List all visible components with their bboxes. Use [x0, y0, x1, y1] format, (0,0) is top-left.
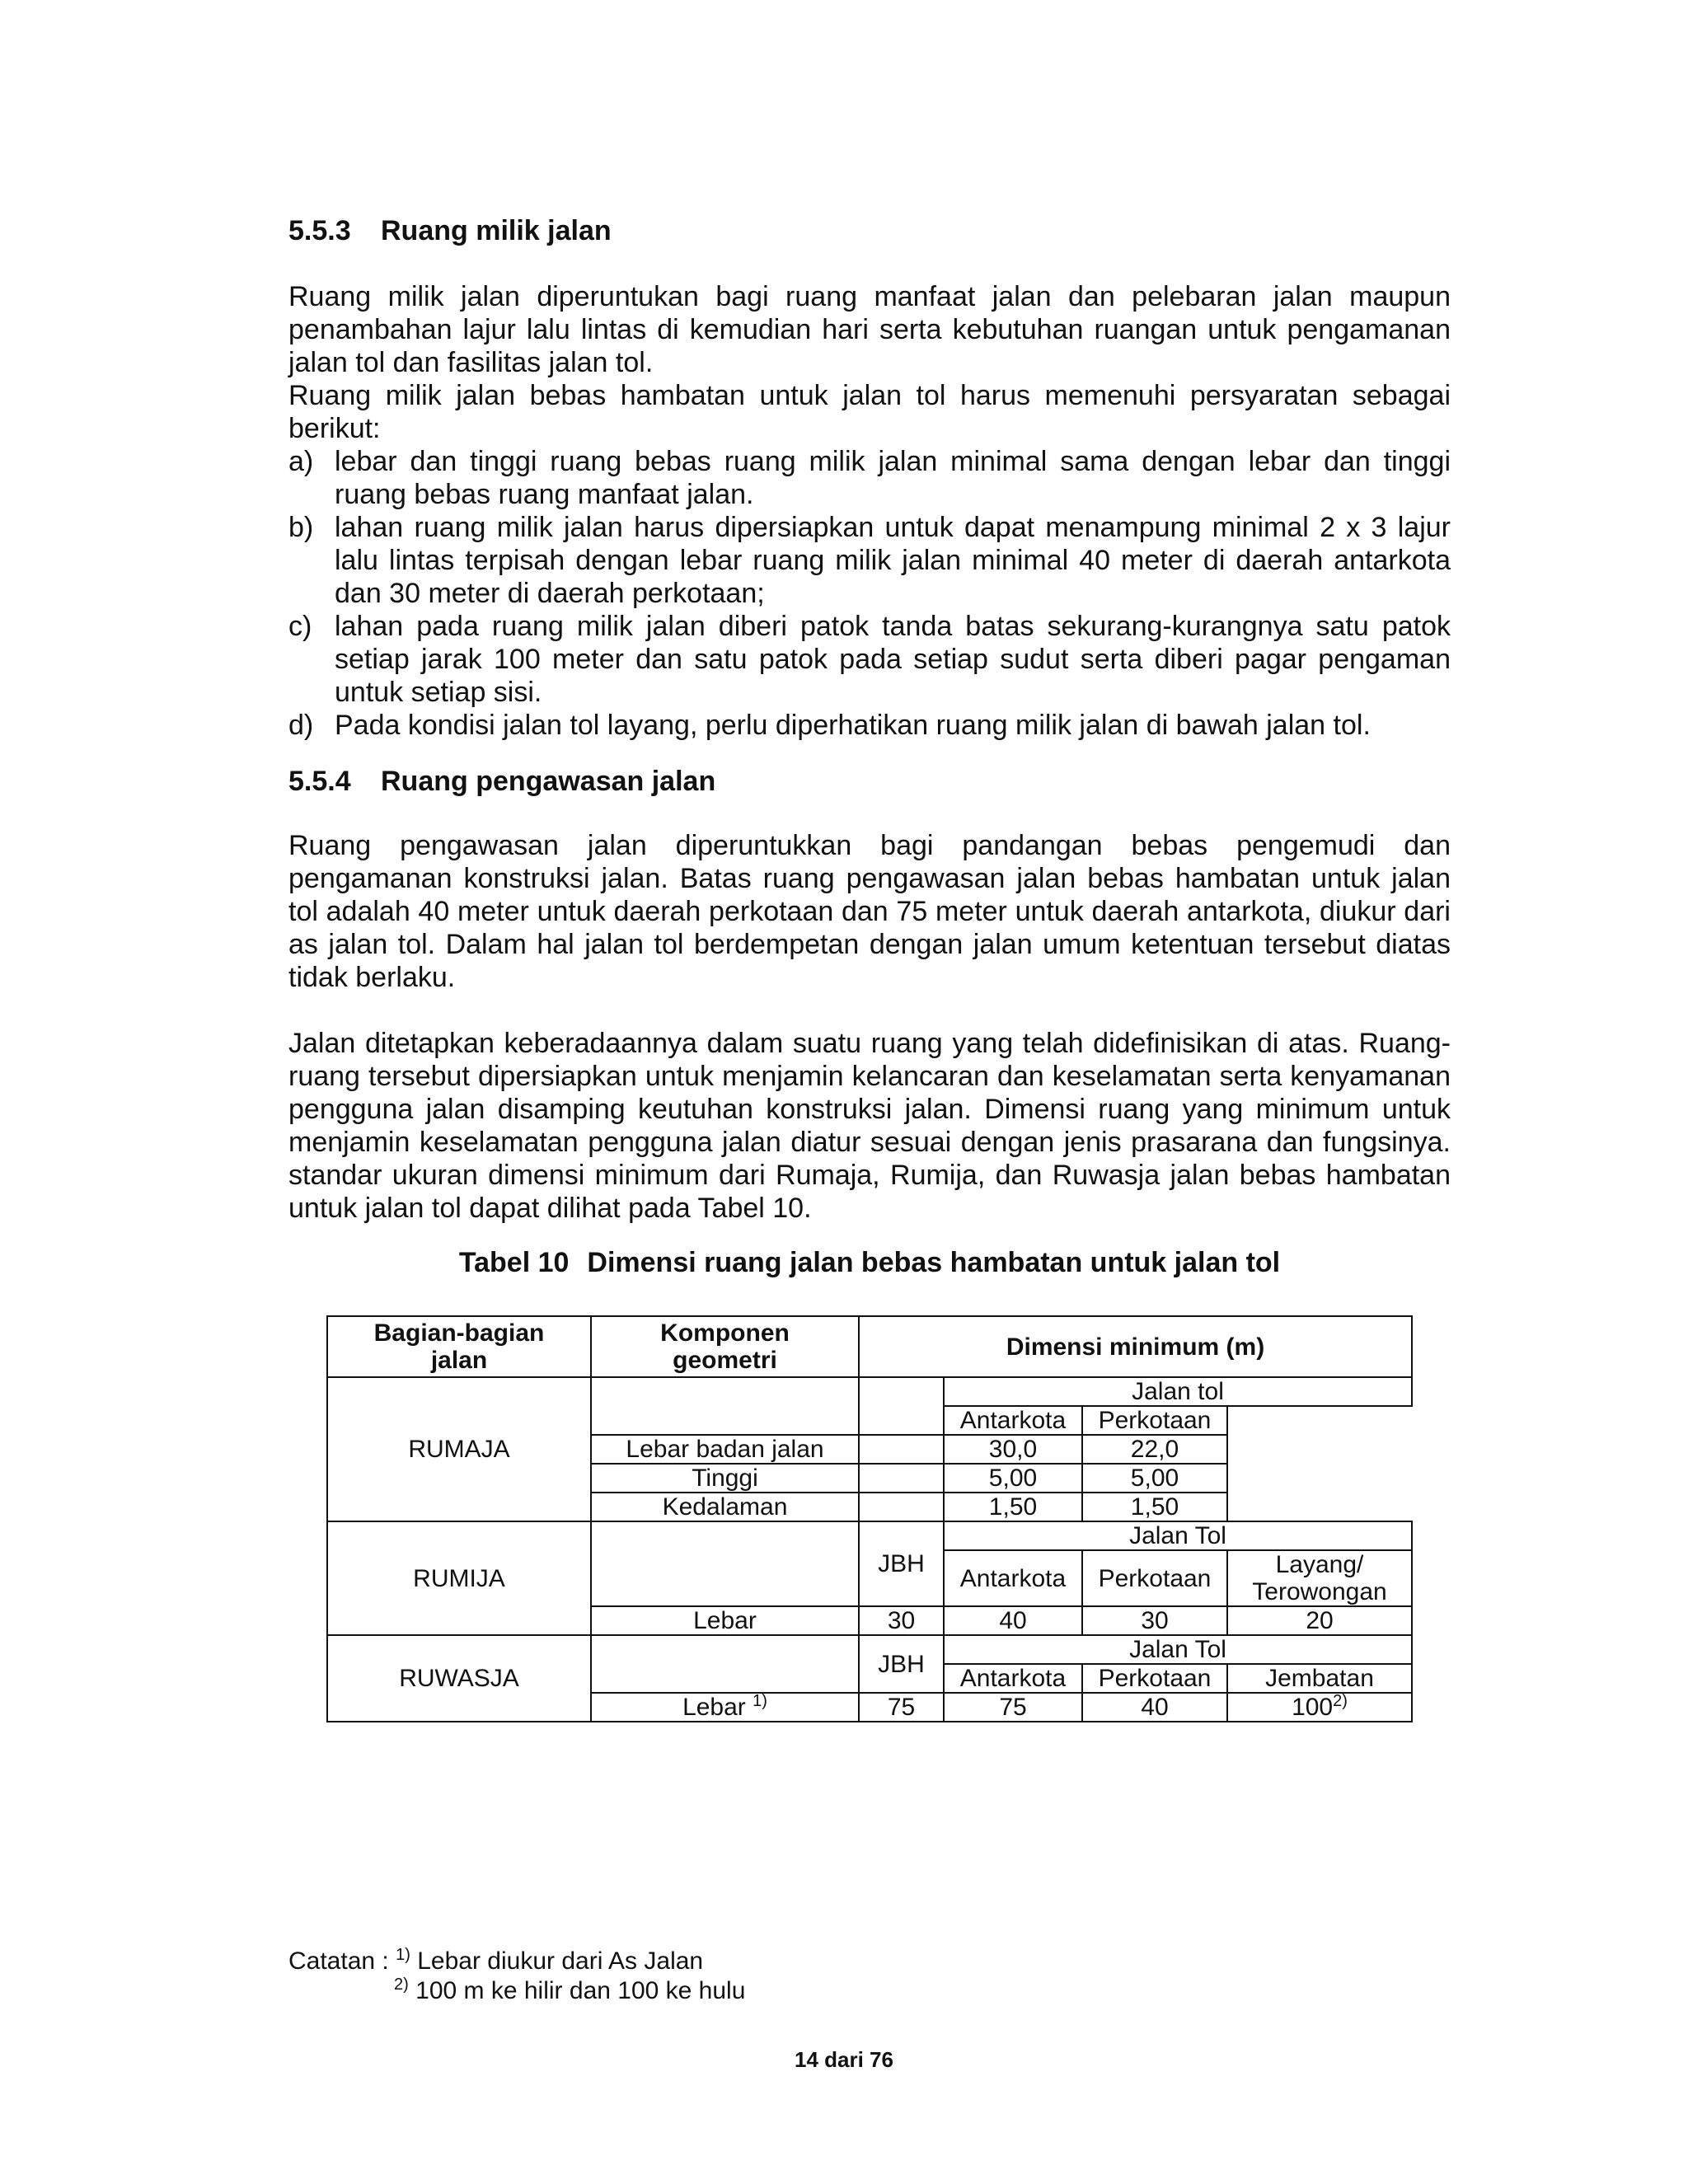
footnote-ref: 1) [753, 1692, 767, 1710]
section-body-5-5-4-continued [288, 1027, 1451, 1225]
col-header-perkotaan: Perkotaan [1082, 1664, 1227, 1693]
section-number: 5.5.4 [288, 766, 351, 797]
row-label-ruwasja: RUWASJA [327, 1635, 591, 1722]
col-header-jbh: JBH [859, 1635, 944, 1693]
table-cell: Lebar badan jalan [591, 1435, 859, 1464]
table-caption-label: Tabel 10 [458, 1247, 570, 1278]
table-cell [591, 1635, 859, 1693]
table-cell: 30,0 [944, 1435, 1082, 1464]
table-cell: 75 [859, 1693, 944, 1722]
table-caption [288, 1246, 1451, 1279]
list-item [288, 610, 1451, 709]
section-body-5-5-3 [288, 280, 1451, 742]
col-header-jbh: JBH [859, 1521, 944, 1606]
table-cell [591, 1377, 859, 1435]
list-marker: a) [288, 446, 314, 477]
table-cell [859, 1493, 944, 1521]
paragraph: Ruang milik jalan bebas hambatan untuk jalan tol harus memenuhi persyaratan sebagai berikut: [288, 380, 1451, 444]
list-item [288, 709, 1451, 742]
table-caption-title: Dimensi ruang jalan bebas hambatan untuk jalan tol [587, 1247, 1281, 1278]
list-item-text: lahan ruang milik jalan harus dipersiapkan untuk dapat menampung minimal 2 x 3 lajur lalu lintas terpisah dengan lebar ruang milik jalan minimal 40 meter di daerah antarkota dan 30 meter di daerah perkotaan; [335, 512, 1451, 609]
header-bagian-jalan: Bagian-bagian jalan [327, 1316, 591, 1377]
list-item-text: Pada kondisi jalan tol layang, perlu diperhatikan ruang milik jalan di bawah jalan tol. [335, 710, 1371, 741]
col-header-jembatan: Jembatan [1227, 1664, 1412, 1693]
table-cell: Lebar $^{1)}$ [591, 1693, 859, 1722]
col-header-antarkota: Antarkota [944, 1664, 1082, 1693]
table-cell: Tinggi [591, 1464, 859, 1493]
table-notes [288, 1947, 745, 2006]
footnote-ref: 2) [1333, 1692, 1348, 1710]
group-header-jalan-tol: Jalan Tol [944, 1521, 1412, 1550]
col-header-perkotaan: Perkotaan [1082, 1550, 1227, 1606]
section-number: 5.5.3 [288, 215, 351, 246]
section-heading-5-5-4 [288, 765, 715, 798]
table-cell: 40 [944, 1606, 1082, 1635]
list-item [288, 511, 1451, 610]
section-title: Ruang pengawasan jalan [381, 766, 716, 797]
list-marker: d) [288, 710, 314, 741]
group-header-jalan-tol: Jalan Tol [944, 1635, 1412, 1664]
col-header-antarkota: Antarkota [944, 1550, 1082, 1606]
table-cell: 22,0 [1082, 1435, 1227, 1464]
paragraph: Ruang pengawasan jalan diperuntukkan bagi pandangan bebas pengemudi dan pengamanan konstruksi jalan. Batas ruang pengawasan jalan bebas hambatan untuk jalan tol adalah 40 meter untuk daerah perkotaan dan 75 meter untuk daerah antarkota, diukur dari as jalan tol. Dalam hal jalan tol berdempetan dengan jalan umum ketentuan tersebut diatas tidak berlaku. [288, 830, 1451, 993]
table-cell: 30 [1082, 1606, 1227, 1635]
table-cell: 20 [1227, 1606, 1412, 1635]
table-cell [859, 1435, 944, 1464]
section-body-5-5-4 [288, 829, 1451, 994]
table-cell: Lebar [591, 1606, 859, 1635]
header-komponen-geometri: Komponen geometri [591, 1316, 859, 1377]
note-2: $^{2)}$ 100 m ke hilir dan 100 ke hulu [394, 1975, 746, 2004]
table-cell [591, 1521, 859, 1606]
table-cell: 5,00 [944, 1464, 1082, 1493]
list-item-text: lebar dan tinggi ruang bebas ruang milik jalan minimal sama dengan lebar dan tinggi ruang bebas ruang manfaat jalan. [335, 446, 1451, 510]
table-cell: 1,50 [1082, 1493, 1227, 1521]
section-title: Ruang milik jalan [381, 215, 612, 246]
table-cell [859, 1464, 944, 1493]
row-label-rumija: RUMIJA [327, 1521, 591, 1635]
table-cell: 100$^{2)}$ [1227, 1693, 1412, 1722]
table-cell: 40 [1082, 1693, 1227, 1722]
section-heading-5-5-3 [288, 214, 612, 247]
col-header-antarkota: Antarkota [944, 1406, 1082, 1435]
list-item [288, 445, 1451, 511]
row-label-rumaja: RUMAJA [327, 1377, 591, 1521]
note-1: Catatan : $^{1)}$ Lebar diukur dari As Jalan [288, 1946, 704, 1975]
table-cell: 5,00 [1082, 1464, 1227, 1493]
table-cell [859, 1377, 944, 1435]
table-cell: Kedalaman [591, 1493, 859, 1521]
table-cell: 30 [859, 1606, 944, 1635]
paragraph: Jalan ditetapkan keberadaannya dalam suatu ruang yang telah didefinisikan di atas. Ruang-ruang tersebut dipersiapkan untuk menjamin kelancaran dan keselamatan serta kenyamanan pengguna jalan disamping keutuhan konstruksi jalan. Dimensi ruang yang minimum untuk menjamin keselamatan pengguna jalan diatur sesuai dengan jenis prasarana dan fungsinya. standar ukuran dimensi minimum dari Rumaja, Rumija, dan Ruwasja jalan bebas hambatan untuk jalan tol dapat dilihat pada Tabel 10. [288, 1028, 1451, 1224]
table-cell: 1,50 [944, 1493, 1082, 1521]
header-dimensi-minimum: Dimensi minimum (m) [859, 1316, 1412, 1377]
table-cell [1227, 1406, 1412, 1521]
col-header-perkotaan: Perkotaan [1082, 1406, 1227, 1435]
group-header-jalan-tol: Jalan tol [944, 1377, 1412, 1406]
dimension-table [326, 1315, 1413, 1722]
col-header-layang-terowongan: Layang/ Terowongan [1227, 1550, 1412, 1606]
paragraph: Ruang milik jalan diperuntukan bagi ruang manfaat jalan dan pelebaran jalan maupun penambahan lajur lalu lintas di kemudian hari serta kebutuhan ruangan untuk pengamanan jalan tol dan fasilitas jalan tol. [288, 281, 1451, 378]
table-cell: 75 [944, 1693, 1082, 1722]
requirements-list [288, 445, 1451, 742]
list-marker: c) [288, 611, 312, 642]
page-number: 14 dari 76 [795, 2047, 893, 2072]
list-item-text: lahan pada ruang milik jalan diberi patok tanda batas sekurang-kurangnya satu patok setiap jarak 100 meter dan satu patok pada setiap sudut serta diberi pagar pengaman untuk setiap sisi. [335, 611, 1451, 708]
list-marker: b) [288, 512, 314, 543]
